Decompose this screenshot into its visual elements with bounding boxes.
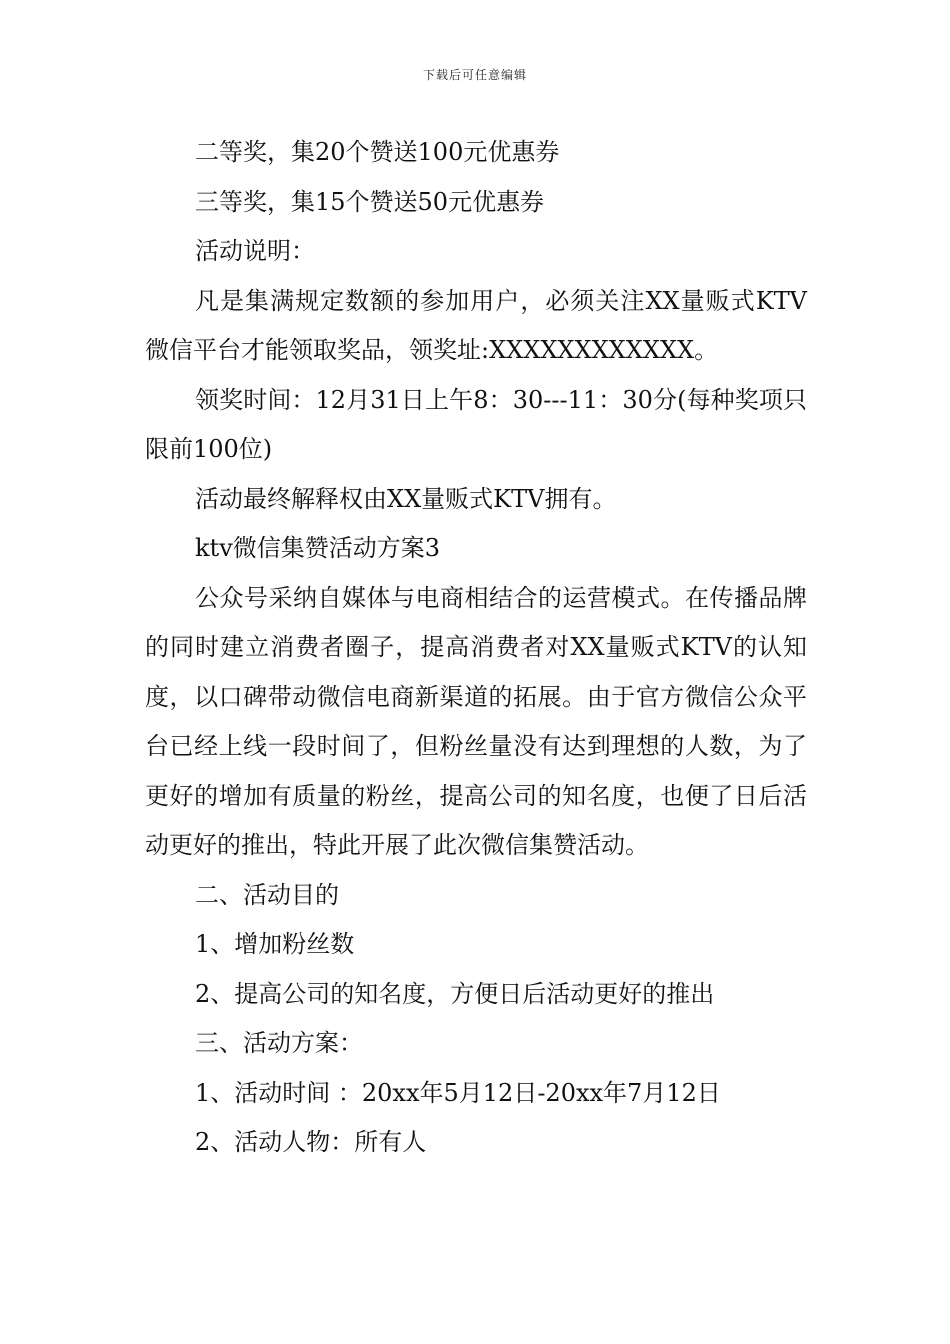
paragraph-background: 公众号采纳自媒体与电商相结合的运营模式。在传播品牌的同时建立消费者圈子，提高消费者对XX量贩式KTV的认知度，以口碑带动微信电商新渠道的拓展。由于官方微信公众平台已经上线一段时间了，但粉丝量没有达到理想的人数，为了更好的增加有质量的粉丝，提高公司的知名度，也便了日后活动更好的推出，特此开展了此次微信集赞活动。 (145, 583, 807, 859)
paragraph-final-interpretation: 活动最终解释权由XX量贩式KTV拥有。 (195, 484, 617, 513)
section-title-plan-3: ktv微信集赞活动方案3 (195, 534, 441, 562)
paragraph-claim-time: 领奖时间：12月31日上午8：30---11：30分(每种奖项只限前100位) (145, 385, 807, 463)
paragraph-second-prize: 二等奖，集20个赞送100元优惠券 (195, 138, 560, 166)
list-item-activity-participants: 2、活动人物：所有人 (195, 1128, 427, 1156)
paragraph-claim-requirement: 凡是集满规定数额的参加用户，必须关注XX量贩式KTV微信平台才能领取奖品，领奖址:XXXXXXXXXXXX。 (145, 286, 807, 364)
paragraph-activity-notes-heading: 活动说明： (195, 237, 315, 265)
list-item-purpose-1: 1、增加粉丝数 (195, 930, 355, 958)
heading-activity-plan: 三、活动方案： (195, 1029, 363, 1057)
page-header: 下载后可任意编辑 (422, 68, 527, 82)
list-item-purpose-2: 2、提高公司的知名度，方便日后活动更好的推出 (195, 979, 715, 1008)
document-body (145, 128, 807, 1168)
heading-activity-purpose: 二、活动目的 (195, 880, 339, 909)
paragraph-third-prize: 三等奖，集15个赞送50元优惠券 (195, 187, 545, 216)
list-item-activity-time: 1、活动时间 ：20xx年5月12日-20xx年7月12日 (195, 1078, 721, 1107)
